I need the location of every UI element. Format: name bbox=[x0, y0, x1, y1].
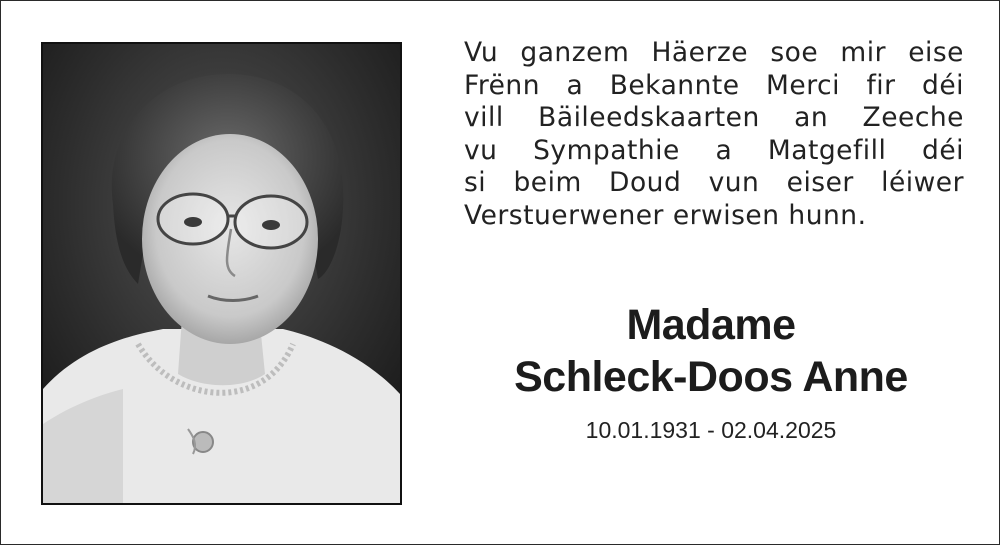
deceased-info bbox=[441, 299, 981, 444]
message-line: Frënn a Bekannte Merci fir déi bbox=[464, 69, 964, 101]
salutation: Madame bbox=[626, 301, 796, 349]
message-line: Verstuerwener erwisen hunn. bbox=[464, 199, 867, 231]
message-line: vu Sympathie a Matgefill déi bbox=[464, 134, 964, 166]
deceased-name: Schleck-Doos Anne bbox=[514, 353, 908, 401]
message-line: vill Bäileedskaarten an Zeeche bbox=[464, 102, 964, 134]
thank-you-message bbox=[464, 37, 964, 233]
life-dates: 10.01.1931 - 02.04.2025 bbox=[585, 417, 837, 443]
message-line: Vu ganzem Häerze soe mir eise bbox=[464, 37, 964, 68]
portrait-illustration bbox=[43, 44, 400, 503]
message-line: si beim Doud vun eiser léiwer bbox=[464, 167, 964, 199]
portrait-photo bbox=[41, 42, 402, 505]
